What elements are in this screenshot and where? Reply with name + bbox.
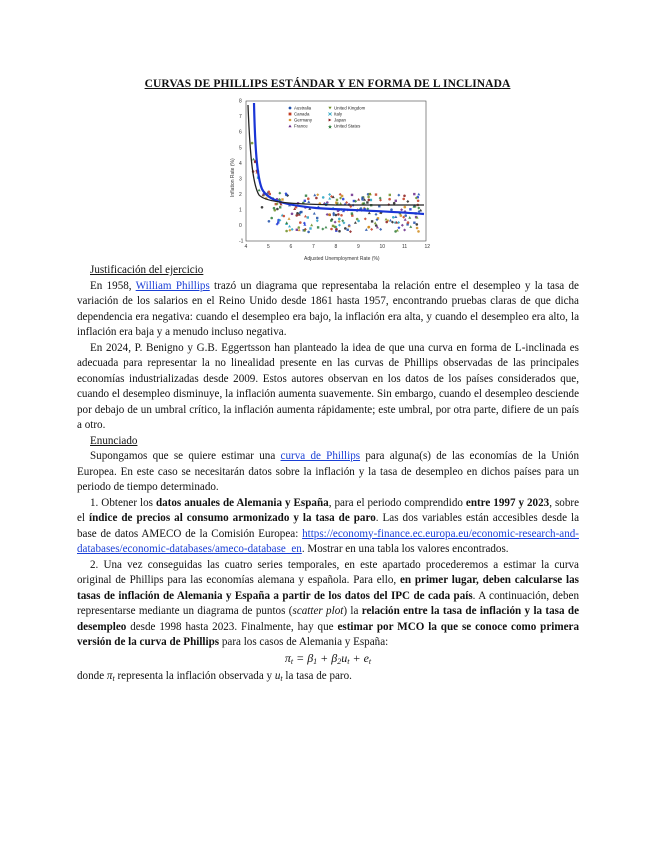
scatter-point bbox=[409, 208, 411, 210]
text-span: donde bbox=[77, 670, 107, 682]
scatter-point bbox=[407, 221, 410, 224]
scatter-point bbox=[385, 221, 388, 224]
scatter-point bbox=[417, 200, 420, 203]
bold-text: entre 1997 y 2023 bbox=[465, 496, 550, 509]
y-tick-label: 8 bbox=[239, 98, 242, 105]
scatter-point bbox=[322, 196, 325, 199]
scatter-point bbox=[369, 193, 371, 195]
scatter-point bbox=[341, 195, 343, 197]
scatter-point bbox=[299, 211, 302, 214]
scatter-point bbox=[281, 198, 283, 200]
scatter-point bbox=[269, 193, 271, 195]
scatter-point bbox=[388, 198, 391, 201]
formula-subscript: 1 bbox=[313, 656, 318, 666]
text-span: . Mostrar en una tabla los valores encontrados. bbox=[301, 543, 509, 555]
scatter-point bbox=[309, 227, 311, 229]
scatter-point bbox=[357, 220, 360, 223]
scatter-point bbox=[270, 217, 273, 220]
scatter-point bbox=[307, 231, 310, 234]
scatter-point bbox=[366, 201, 368, 203]
scatter-point bbox=[276, 208, 279, 211]
scatter-point bbox=[307, 216, 309, 218]
legend-label: Japan bbox=[334, 117, 346, 123]
scatter-point bbox=[317, 226, 319, 228]
x-axis-label: Adjusted Unemployment Rate (%) bbox=[304, 256, 380, 262]
y-tick-label: 6 bbox=[239, 129, 242, 136]
phillips-equation bbox=[77, 651, 579, 670]
scatter-point bbox=[395, 200, 397, 202]
william-phillips-link[interactable]: William Phillips bbox=[135, 279, 210, 292]
scatter-point bbox=[335, 228, 338, 231]
text-span: , sobre el bbox=[77, 496, 579, 524]
curva-de-phillips-link[interactable]: curva de Phillips bbox=[280, 450, 361, 462]
y-tick-label: -1 bbox=[239, 238, 244, 245]
legend-label: Italy bbox=[334, 111, 343, 117]
scatter-point bbox=[303, 229, 306, 232]
bold-text: índice de precios al consumo armonizado y la tasa de paro bbox=[89, 512, 376, 524]
italic-text: scatter plot bbox=[292, 605, 344, 617]
scatter-point bbox=[375, 224, 378, 227]
scatter-point bbox=[400, 214, 403, 217]
scatter-point bbox=[367, 196, 370, 199]
y-axis-label: Inflation Rate (%) bbox=[230, 158, 236, 197]
legend-label: Germany bbox=[294, 117, 313, 123]
formula-part: u bbox=[341, 650, 348, 665]
scatter-point bbox=[351, 212, 353, 214]
text-span: para los casos de Alemania y España: bbox=[219, 636, 389, 648]
bold-text: en primer lugar, deben calcularse las tasas de inflación de Alemania y España a partir de los datos del IPC de cada país bbox=[77, 574, 579, 602]
document-body bbox=[77, 263, 579, 687]
scatter-point bbox=[316, 217, 318, 219]
x-tick-label: 11 bbox=[402, 244, 408, 250]
scatter-point bbox=[347, 229, 349, 231]
y-tick-label: 4 bbox=[239, 160, 242, 167]
legend-label: United Kingdom bbox=[334, 105, 366, 111]
legend-label: Canada bbox=[294, 111, 310, 117]
text-span: para alguna(s) de las economías de la Unión Europea. En este caso se necesitarán datos sobre la inflación y la tasa de desempleo en dichos países para un periodo de tiempo determinado. bbox=[77, 450, 579, 493]
scatter-point bbox=[340, 214, 343, 217]
y-tick-label: 7 bbox=[239, 114, 242, 121]
scatter-point bbox=[413, 222, 415, 224]
text-span: ) la bbox=[343, 605, 362, 617]
scatter-point bbox=[402, 198, 405, 201]
scatter-point bbox=[251, 142, 254, 145]
scatter-point bbox=[298, 226, 301, 229]
x-tick-label: 4 bbox=[244, 244, 248, 250]
math-symbol: π bbox=[106, 670, 113, 682]
scatter-point bbox=[342, 198, 345, 201]
scatter-point bbox=[375, 193, 377, 195]
math-symbol: u bbox=[274, 670, 281, 682]
scatter-point bbox=[273, 207, 276, 210]
x-tick-label: 6 bbox=[289, 244, 293, 250]
scatter-point bbox=[279, 206, 281, 208]
x-tick-label: 8 bbox=[334, 244, 338, 250]
x-tick-label: 12 bbox=[424, 244, 431, 250]
formula-part: π bbox=[284, 650, 291, 665]
text-span: la tasa de paro. bbox=[282, 670, 352, 682]
formula-subscript: t bbox=[368, 656, 372, 666]
legend-label: United States bbox=[334, 123, 361, 129]
scatter-point bbox=[299, 221, 302, 224]
scatter-point bbox=[305, 195, 307, 197]
text-span: Supongamos que se quiere estimar una bbox=[90, 450, 281, 462]
scatter-point bbox=[417, 230, 420, 233]
scatter-point bbox=[404, 214, 407, 217]
formula-part: = β bbox=[293, 650, 314, 665]
scatter-point bbox=[307, 197, 310, 200]
paragraph-task-1 bbox=[77, 496, 579, 558]
scatter-point bbox=[404, 206, 407, 209]
phillips-scatter-figure bbox=[226, 97, 432, 265]
text-span: , para el periodo comprendido bbox=[328, 496, 466, 509]
formula-part: + e bbox=[349, 650, 369, 665]
y-tick-label: 3 bbox=[239, 176, 242, 183]
section-heading-justificacion: Justificación del ejercicio bbox=[90, 264, 204, 276]
x-tick-label: 5 bbox=[267, 244, 270, 250]
scatter-point bbox=[390, 208, 393, 211]
scatter-point bbox=[335, 202, 337, 204]
scatter-point bbox=[268, 220, 271, 223]
scatter-point bbox=[416, 227, 419, 230]
formula-subscript: t bbox=[347, 656, 350, 666]
scatter-point bbox=[393, 202, 396, 205]
bold-text: estimar por MCO la que se conoce como primera versión de la curva de Phillips bbox=[77, 620, 579, 648]
scatter-point bbox=[367, 226, 370, 229]
x-tick-label: 10 bbox=[379, 244, 386, 250]
paragraph-definitions bbox=[77, 669, 579, 687]
scatter-point bbox=[315, 197, 318, 200]
scatter-point bbox=[351, 194, 353, 196]
scatter-point bbox=[338, 230, 341, 233]
paragraph-benigno-eggertsson: En 2024, P. Benigno y G.B. Eggertsson han planteado la idea de que una curva en forma de L-inclinada es adecuada para representar la no linealidad presente en las curvas de Phillips observadas de las principales economías industrializadas desde 2009. Estos autores observan en los datos de los países considerados que, cuando el desempleo disminuye, la inflación aumenta suavemente. Sin embargo, cuando el desempleo desciende por debajo de un umbral crítico, la inflación aumenta rápidamente; este umbral, por otra parte, difiere de un país a otro. bbox=[77, 341, 579, 431]
formula-subscript: t bbox=[290, 656, 294, 666]
x-tick-label: 7 bbox=[312, 244, 315, 250]
formula-part: + β bbox=[317, 650, 338, 665]
scatter-point bbox=[371, 220, 373, 222]
scatter-point bbox=[268, 191, 271, 194]
paragraph-intro bbox=[77, 449, 579, 496]
y-axis-ticks bbox=[239, 99, 244, 245]
scatter-point bbox=[416, 223, 419, 226]
scatter-point bbox=[344, 227, 347, 230]
page-title: CURVAS DE PHILLIPS ESTÁNDAR Y EN FORMA DE L INCLINADA bbox=[144, 78, 511, 90]
text-span: 2. Una vez conseguidas las cuatro series temporales, en este apartado procederemos a estimar la curva original de Phillips para las economías alemana y española. Para ello, bbox=[77, 558, 579, 586]
scatter-point bbox=[368, 199, 371, 202]
text-span: . Las dos variables están accesibles desde la base de datos AMECO de la Comisión Europea: bbox=[77, 512, 580, 540]
y-tick-label: 5 bbox=[239, 145, 242, 152]
scatter-point bbox=[334, 226, 337, 229]
scatter-point bbox=[389, 194, 391, 196]
section-heading-enunciado: Enunciado bbox=[90, 434, 138, 447]
math-subscript: t bbox=[280, 674, 283, 683]
scatter-point bbox=[304, 200, 306, 202]
legend-label: Australia bbox=[294, 105, 312, 111]
text-span: desde 1998 hasta 2023. Finalmente, hay que bbox=[126, 620, 338, 633]
math-subscript: t bbox=[112, 674, 115, 683]
text-span: . A continuación, deben representarse mediante un diagrama de puntos ( bbox=[77, 589, 579, 617]
scatter-point bbox=[285, 230, 288, 233]
scatter-point bbox=[283, 215, 286, 218]
formula-subscript: 2 bbox=[337, 656, 342, 666]
x-tick-label: 9 bbox=[357, 244, 360, 250]
scatter-point bbox=[296, 212, 299, 215]
text-span: 1. Obtener los bbox=[90, 496, 156, 509]
scatter-point bbox=[337, 213, 340, 216]
scatter-point bbox=[361, 198, 364, 201]
scatter-point bbox=[261, 206, 264, 209]
y-tick-label: 1 bbox=[239, 207, 242, 214]
text-span: trazó un diagrama que representaba la relación entre el desempleo y la tasa de variación de los salarios en el Reino Unido desde 1861 hasta 1957, encontrando pruebas claras de que dicha dependencia era negativa: cuando el desempleo era bajo, la inflación era alta, y cuando el desempleo era alto, la inflación era baja y a menudo incluso negativa. bbox=[77, 279, 579, 338]
scatter-point bbox=[403, 195, 406, 198]
bold-text: datos anuales de Alemania y España bbox=[155, 496, 329, 509]
legend-item bbox=[328, 106, 365, 111]
scatter-point bbox=[336, 199, 338, 201]
scatter-point bbox=[338, 218, 341, 221]
scatter-point bbox=[296, 229, 298, 231]
scatter-point bbox=[330, 219, 333, 222]
y-tick-label: 2 bbox=[239, 191, 242, 198]
paragraph-task-2 bbox=[77, 558, 579, 651]
legend-label: France bbox=[294, 123, 308, 129]
text-span: representa la inflación observada y bbox=[114, 670, 275, 682]
scatter-point bbox=[413, 193, 415, 195]
x-axis-ticks bbox=[245, 244, 431, 250]
scatter-point bbox=[392, 216, 395, 219]
ameco-database-link[interactable]: https://economy-finance.ec.europa.eu/economic-research-and-databases/economic-databases/ameco-database_en bbox=[77, 527, 579, 555]
scatter-point bbox=[291, 213, 294, 216]
paragraph-phillips-1958 bbox=[77, 279, 579, 341]
scatter-point bbox=[330, 228, 333, 231]
y-tick-label: 0 bbox=[239, 223, 242, 230]
bold-text: relación entre la tasa de inflación y la tasa de desempleo bbox=[77, 605, 579, 633]
text-span: En 1958, bbox=[90, 279, 136, 292]
